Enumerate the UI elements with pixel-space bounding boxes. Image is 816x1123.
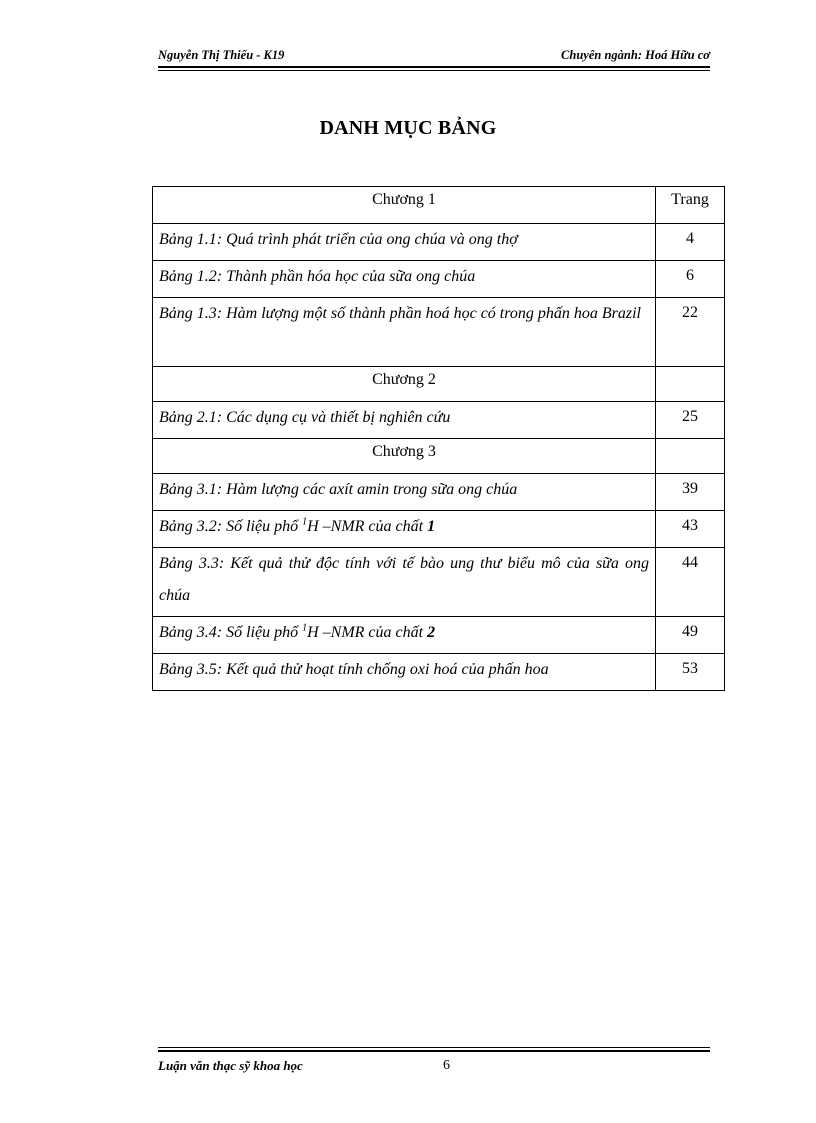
page-number: 6 <box>443 1058 450 1073</box>
chapter-row <box>153 439 725 474</box>
table-entry-page: 4 <box>656 224 725 261</box>
table-entry: Bảng 1.2: Thành phần hóa học của sữa ong chúa <box>153 261 656 298</box>
empty-cell <box>656 367 725 402</box>
footer-label: Luận văn thạc sỹ khoa học <box>158 1058 303 1073</box>
entry-text: Bảng 3.4: Số liệu phổ <box>159 624 303 641</box>
table-entry-page: 25 <box>656 402 725 439</box>
table-header-row <box>153 187 725 224</box>
superscript: 1 <box>302 622 308 634</box>
entry-text: Bảng 3.2: Số liệu phổ <box>159 518 303 535</box>
table-entry: Bảng 2.1: Các dụng cụ và thiết bị nghiên cứu <box>153 402 656 439</box>
compound-number: 2 <box>427 624 436 641</box>
table-list <box>152 186 725 691</box>
table-row <box>153 617 725 654</box>
table-row <box>153 261 725 298</box>
table-entry: Bảng 3.1: Hàm lượng các axít amin trong sữa ong chúa <box>153 474 656 511</box>
page-title: DANH MỤC BẢNG <box>319 117 497 139</box>
chapter-row <box>153 367 725 402</box>
footer-rule <box>158 1047 710 1052</box>
chapter-heading: Chương 3 <box>153 439 656 474</box>
table-entry-page: 6 <box>656 261 725 298</box>
entry-text: H –NMR của chất <box>307 624 428 641</box>
table-entry-page: 44 <box>656 548 725 617</box>
table-entry: Bảng 1.1: Quá trình phát triển của ong chúa và ong thợ <box>153 224 656 261</box>
table-row <box>153 224 725 261</box>
table-entry: Bảng 1.3: Hàm lượng một số thành phần hoá học có trong phấn hoa Brazil <box>153 298 656 367</box>
table-entry-page: 43 <box>656 511 725 548</box>
header-rule <box>158 66 710 71</box>
empty-cell <box>656 439 725 474</box>
table-row <box>153 298 725 367</box>
superscript: 1 <box>302 516 308 528</box>
compound-number: 1 <box>427 518 436 535</box>
entry-text: H –NMR của chất <box>307 518 428 535</box>
table-row <box>153 402 725 439</box>
page-column-header: Trang <box>656 187 725 224</box>
table-entry-page: 39 <box>656 474 725 511</box>
table-entry: Bảng 3.5: Kết quả thử hoạt tính chống oxi hoá của phấn hoa <box>153 654 656 691</box>
table-entry-page: 53 <box>656 654 725 691</box>
table-entry <box>153 511 656 548</box>
header-specialty: Chuyên ngành: Hoá Hữu cơ <box>561 48 710 62</box>
table-entry-page: 22 <box>656 298 725 367</box>
table-entry: Bảng 3.3: Kết quả thử độc tính với tế bào ung thư biểu mô của sữa ong chúa <box>153 548 656 617</box>
chapter-heading: Chương 1 <box>153 187 656 224</box>
table-row <box>153 474 725 511</box>
table-entry-page: 49 <box>656 617 725 654</box>
page-header <box>158 48 710 64</box>
table-row <box>153 511 725 548</box>
table-row <box>153 654 725 691</box>
table-entry <box>153 617 656 654</box>
header-author: Nguyễn Thị Thiếu - K19 <box>158 48 285 62</box>
chapter-heading: Chương 2 <box>153 367 656 402</box>
table-row <box>153 548 725 617</box>
